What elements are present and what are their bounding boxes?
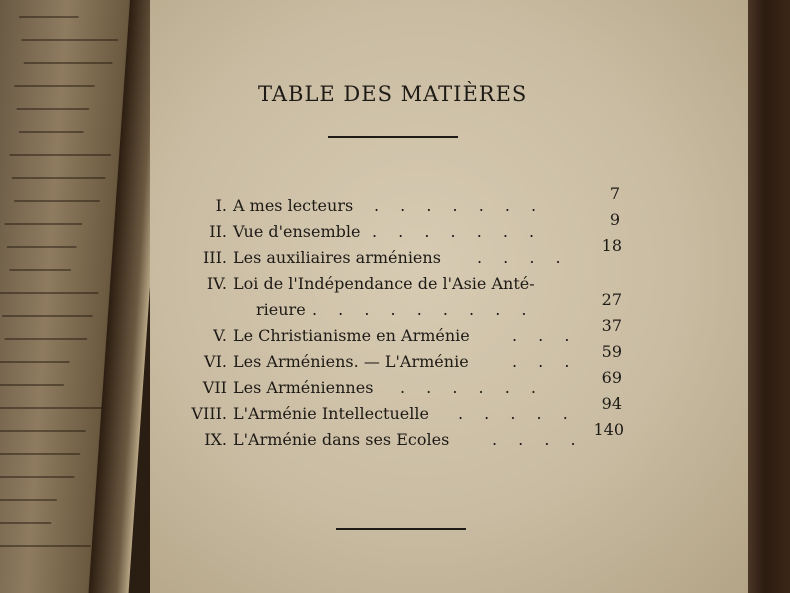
left-page-text-line <box>19 16 79 18</box>
left-page-text-line <box>0 430 86 432</box>
toc-chapter-number: II. <box>209 222 227 241</box>
toc-chapter-title: Les auxiliaires arméniens <box>233 248 441 267</box>
toc-chapter-title: A mes lecteurs <box>233 196 354 215</box>
left-page-text-line <box>0 522 51 524</box>
toc-leader-dots: . . . . . . . <box>374 196 545 215</box>
bottom-rule <box>336 528 466 530</box>
title-rule <box>328 136 458 138</box>
left-page-text-line <box>19 131 84 133</box>
toc-chapter-number: VIII. <box>191 404 227 423</box>
toc-chapter-title: Le Christianisme en Arménie <box>233 326 470 345</box>
left-page-text-line <box>4 338 87 340</box>
toc-chapter-number: I. <box>215 196 227 215</box>
toc-page-number: 18 <box>601 236 622 255</box>
toc-leader-dots: . . . . . . . <box>372 222 543 241</box>
toc-chapter-title: Loi de l'Indépendance de l'Asie Anté- <box>233 274 535 293</box>
toc-chapter-title: L'Arménie Intellectuelle <box>233 404 429 423</box>
left-page-text-line <box>9 154 111 156</box>
toc-page-number: 69 <box>601 368 622 387</box>
toc-chapter-number: VII <box>202 378 227 397</box>
toc-leader-dots: . . . . <box>477 248 569 267</box>
toc-leader-dots: . . . <box>512 352 578 371</box>
toc-page-number: 37 <box>601 316 622 335</box>
toc-page-number: 9 <box>609 210 620 229</box>
left-page-text-line <box>2 315 93 317</box>
toc-chapter-title: Les Arméniens. — L'Arménie <box>233 352 469 371</box>
toc-page-number: 94 <box>601 394 622 413</box>
toc-chapter-title: L'Arménie dans ses Ecoles <box>233 430 450 449</box>
left-page-text-line <box>14 200 100 202</box>
toc-chapter-number: V. <box>213 326 227 345</box>
toc-chapter-title: Vue d'ensemble <box>233 222 361 241</box>
left-page-text-line <box>21 39 118 41</box>
toc-chapter-number: VI. <box>204 352 227 371</box>
left-page-text-line <box>24 62 113 64</box>
toc-leader-dots: . . . . . . <box>400 378 544 397</box>
toc-page-number: 140 <box>593 420 624 439</box>
toc-chapter-number: IV. <box>206 274 227 293</box>
page-title: TABLE DES MATIÈRES <box>258 82 528 106</box>
toc-leader-dots: . . . . . <box>458 404 576 423</box>
left-page-text-line <box>9 269 71 271</box>
left-page-text-line <box>0 384 64 386</box>
book-edge <box>748 0 790 593</box>
left-page-text-line <box>0 453 80 455</box>
left-page-text-line <box>0 407 104 409</box>
left-page-text-line <box>0 361 70 363</box>
toc-page-number: 59 <box>601 342 622 361</box>
left-page-text-line <box>0 499 57 501</box>
toc-page-number: 27 <box>601 290 622 309</box>
left-page-text-line <box>14 85 95 87</box>
left-page-text-line <box>0 545 91 547</box>
left-page-text-line <box>11 177 105 179</box>
left-page-text-line <box>16 108 89 110</box>
left-page-text-line <box>0 292 99 294</box>
left-page-text-line <box>0 476 75 478</box>
toc-page-number: 7 <box>609 184 620 203</box>
left-page-text-line <box>4 223 82 225</box>
toc-chapter-number: IX. <box>204 430 227 449</box>
toc-leader-dots: . . . . . . . . . <box>312 300 535 319</box>
toc-chapter-title: Les Arméniennes <box>233 378 374 397</box>
left-page-text-line <box>7 246 77 248</box>
toc-chapter-title: rieure <box>256 300 306 319</box>
toc-chapter-number: III. <box>202 248 227 267</box>
toc-leader-dots: . . . <box>512 326 578 345</box>
toc-leader-dots: . . . . <box>492 430 584 449</box>
